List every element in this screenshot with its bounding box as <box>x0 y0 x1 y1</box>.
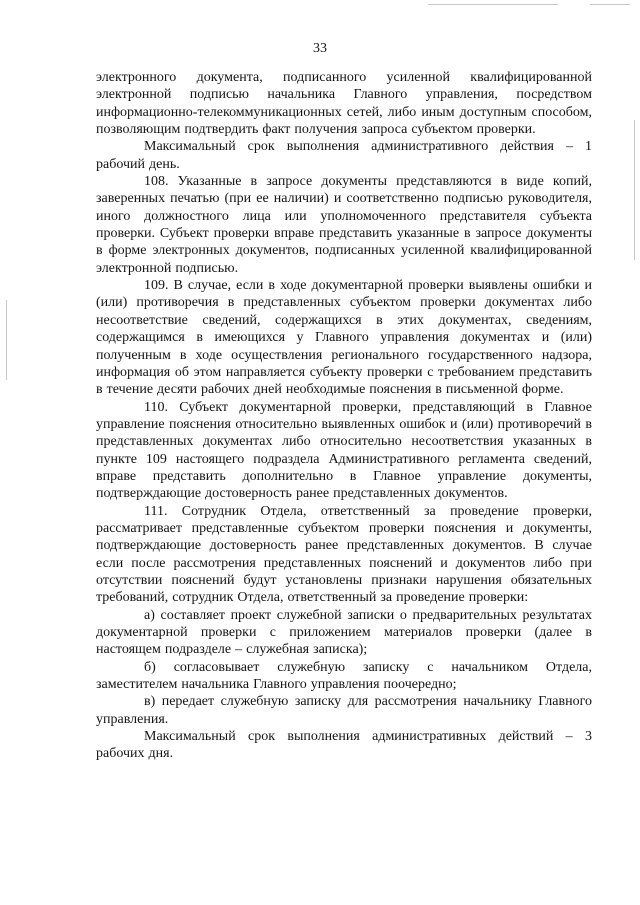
scan-edge-mark-right <box>634 120 635 260</box>
paragraph: 110. Субъект документарной проверки, представляющий в Главное управление пояснения относительно выявленных ошибок и (или) противоречий в представленных документах либо относительно несоответствия указанных в пункте 109 настоящего подраздела Административного регламента сведений, вправе представить дополнительно в Главное управление документы, подтверждающие достоверность ранее представленных документов. <box>96 399 592 502</box>
list-item-b: б) согласовывает служебную записку с начальником Отдела, заместителем начальника Главного управления поочередно; <box>96 659 592 693</box>
scan-edge-mark-left <box>6 300 7 380</box>
page-number: 33 <box>313 41 327 56</box>
paragraph: 109. В случае, если в ходе документарной проверки выявлены ошибки и (или) противоречия в представленных субъектом проверки документах либо несоответствие сведений, содержащихся в этих документах, сведениям, содержащимся в имеющихся у Главного управления документах и (или) полученным в ходе осуществления регионального государственного надзора, информация об этом направляется субъекту проверки с требованием представить в течение десяти рабочих дней необходимые пояснения в письменной форме. <box>96 278 592 398</box>
paragraph: 111. Сотрудник Отдела, ответственный за проведение проверки, рассматривает представленные субъектом проверки пояснения и документы, подтверждающие достоверность ранее представленных документов. В случае если после рассмотрения представленных пояснений и документов либо при отсутствии пояснений будут установлены признаки нарушения обязательных требований, сотрудник Отдела, ответственный за проведение проверки: <box>96 503 592 606</box>
paragraph: электронного документа, подписанного усиленной квалифицированной электронной подписью начальника Главного управления, посредством информационно-телекоммуникационных сетей, либо иным доступным способом, позволяющим подтвердить факт получения запроса субъектом проверки. <box>96 70 592 138</box>
body-text <box>96 69 592 763</box>
paragraph: Максимальный срок выполнения административных действий – 3 рабочих дня. <box>96 729 592 762</box>
list-item-c: в) передает служебную записку для рассмотрения начальнику Главного управления. <box>96 694 592 727</box>
paragraph: 108. Указанные в запросе документы представляются в виде копий, заверенных печатью (при ее наличии) и соответственно подписью руководителя, иного должностного лица или уполномоченного представителя субъекта проверки. Субъект проверки вправе представить указанные в запросе документы в форме электронных документов, подписанных усиленной квалифицированной электронной подписью. <box>96 174 592 276</box>
scan-edge-mark-top <box>428 4 558 5</box>
list-item-a: а) составляет проект служебной записки о предварительных результатах документарной проверки с приложением материалов проверки (далее в настоящем подразделе – служебная записка); <box>96 607 592 658</box>
scan-edge-mark-top-right <box>590 4 630 5</box>
paragraph: Максимальный срок выполнения административного действия – 1 рабочий день. <box>96 139 592 172</box>
